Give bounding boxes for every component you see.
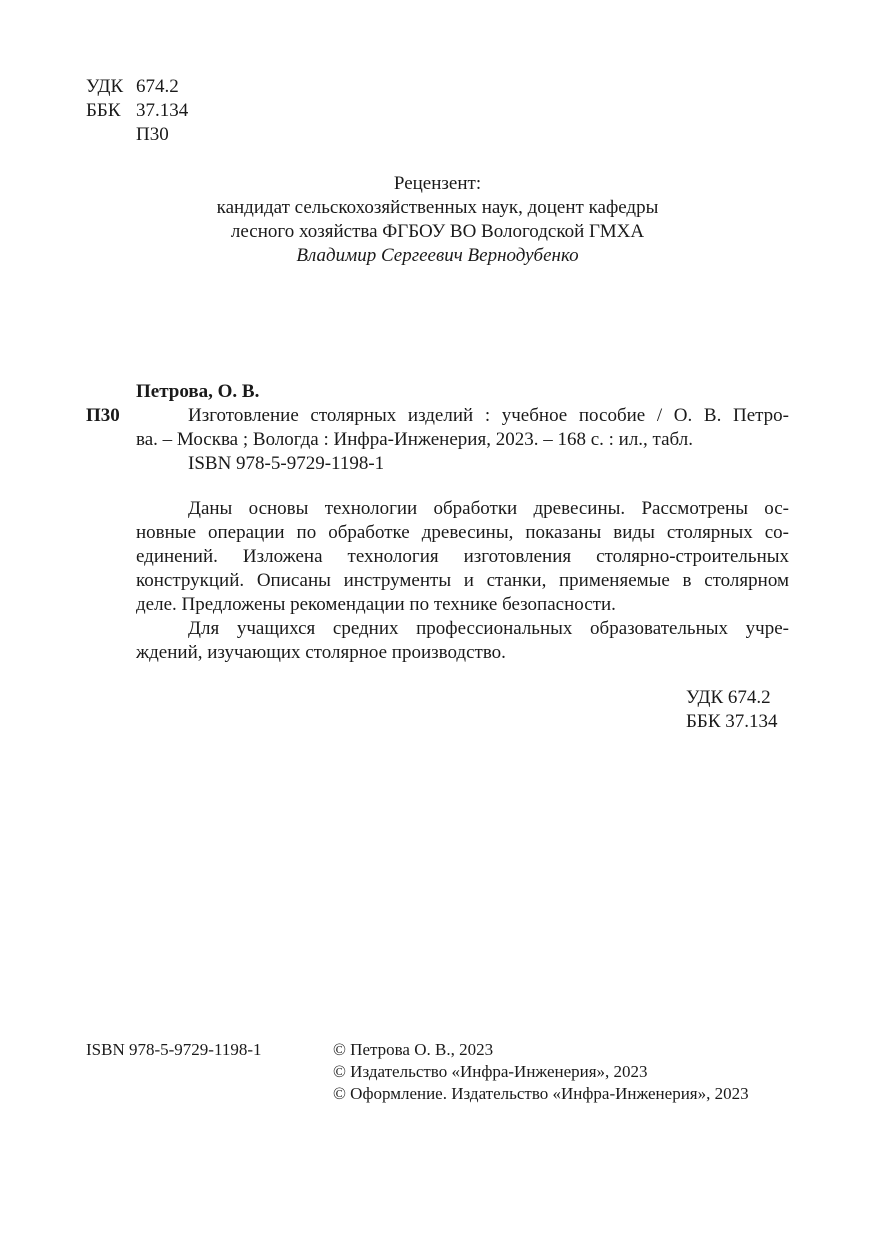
reviewer-line-2: лесного хозяйства ФГБОУ ВО Вологодской ГМХА (230, 221, 645, 242)
copyright-line: © Оформление. Издательство «Инфра-Инженерия», 2023 (333, 1084, 749, 1103)
biblio-line-2: ва. – Москва ; Вологда : Инфра-Инженерия, 2023. – 168 с. : ил., табл. (136, 429, 693, 450)
reviewer-block (100, 172, 775, 268)
udk-index: УДК 674.2 (686, 687, 771, 708)
udk-row (86, 75, 179, 99)
annotation-line: Даны основы технологии обработки древесины. Рассмотрены ос- (188, 498, 789, 519)
bbk-row (86, 99, 188, 123)
udk-value: 674.2 (136, 76, 179, 97)
annotation-line: единений. Изложена технология изготовления столярно-строительных (136, 546, 789, 567)
bbk-label: ББК (86, 100, 121, 121)
reviewer-name: Владимир Сергеевич Вернодубенко (296, 245, 579, 266)
biblio-isbn: ISBN 978-5-9729-1198-1 (188, 453, 385, 474)
copyright-line: © Издательство «Инфра-Инженерия», 2023 (333, 1062, 648, 1081)
copyright-line: © Петрова О. В., 2023 (333, 1040, 494, 1059)
author-mark: П30 (136, 124, 169, 145)
reviewer-line-1: кандидат сельскохозяйственных наук, доцент кафедры (216, 197, 659, 218)
annotation-line: Для учащихся средних профессиональных образовательных учре- (188, 618, 789, 639)
udk-label: УДК (86, 76, 124, 97)
book-author: Петрова, О. В. (136, 381, 260, 402)
reviewer-heading: Рецензент: (393, 173, 482, 194)
bbk-index: ББК 37.134 (686, 711, 778, 732)
annotation-line: новные операции по обработке древесины, показаны виды столярных со- (136, 522, 789, 543)
biblio-line-1: Изготовление столярных изделий : учебное пособие / О. В. Петро- (188, 405, 789, 426)
annotation-line: конструкций. Описаны инструменты и станки, применяемые в столярном (136, 570, 789, 591)
footer-isbn: ISBN 978-5-9729-1198-1 (86, 1040, 262, 1059)
bbk-value: 37.134 (136, 100, 189, 121)
annotation-line: ждений, изучающих столярное производство. (136, 642, 506, 663)
annotation-line: деле. Предложены рекомендации по технике безопасности. (136, 594, 616, 615)
author-mark-row (86, 123, 169, 147)
book-cipher: П30 (86, 405, 120, 426)
